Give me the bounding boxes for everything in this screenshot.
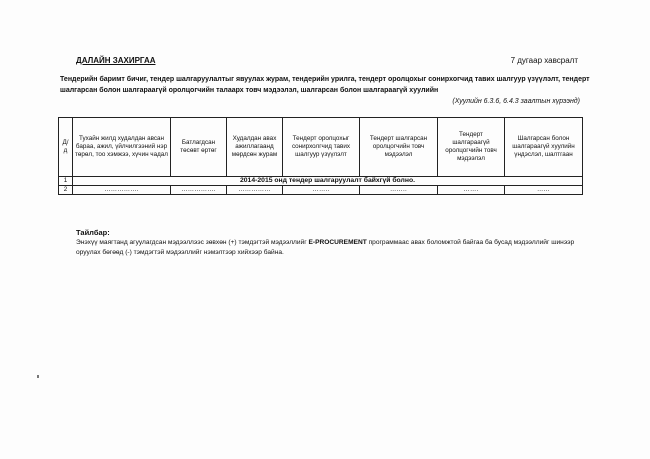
appendix-label: 7 дугаар хавсралт (510, 56, 578, 65)
header-cell-procedure: Худалдан авах ажиллагаанд мөрдсөн журам (227, 118, 283, 177)
note-system-name: E-PROCUREMENT (308, 239, 367, 246)
placeholder-cell: ……………. (171, 186, 227, 195)
header-cell-num: Д/д (59, 118, 73, 177)
legal-reference-note: (Хуулийн 6.3.6, 6.4.3 заалтын хүрээнд) (452, 98, 580, 105)
placeholder-cell: …………… (227, 186, 283, 195)
note-text-end: программаас авах боломжтой байгаа ба бусад мэдээллийг шинээр оруулах бөгөөд (-) тэмдэгтэй мэдээллийг нэмэлтээр хийхээр байна. (76, 239, 575, 256)
placeholder-cell: …….. (283, 186, 360, 195)
table-row (59, 177, 583, 186)
header-cell-item: Тухайн жилд худалдан авсан бараа, ажил, үйлчилгээний нэр төрөл, тоо хэмжээ, хүчин чадал (73, 118, 171, 177)
placeholder-cell: ……. (438, 186, 505, 195)
header-cell-loser-info: Тендерт шалгараагүй оролцогчийн товч мэдээлэл (438, 118, 505, 177)
tender-info-table (58, 117, 583, 195)
row-number: 2 (59, 186, 73, 195)
header-cell-winner-info: Тендерт шалгарсан оролцогчийн товч мэдээлэл (360, 118, 438, 177)
row-number: 1 (59, 177, 73, 186)
no-tender-notice: 2014-2015 онд тендер шалгаруулалт байхгүй болно. (73, 177, 583, 186)
scan-mark (37, 375, 39, 378)
table-row (59, 186, 583, 195)
placeholder-cell: ……………. (73, 186, 171, 195)
table-header-row (59, 118, 583, 177)
organization-name: ДАЛАЙН ЗАХИРГАА (76, 56, 156, 65)
header-cell-criteria: Тендерт оролцохыг сонирхолгчид тавих шалгуур үзүүлэлт (283, 118, 360, 177)
note-heading: Тайлбар: (76, 228, 110, 237)
header-cell-legal-basis: Шалгарсан болон шалгараагүй хуулийн үндэслэл, шалтгаан (505, 118, 583, 177)
document-title: Тендерийн баримт бичиг, тендер шалгаруулалтыг явуулах журам, тендерийн урилга, тендерт оролцохыг сонирхогчид тавих шалгуур үзүүлэлт, тендерт шалгарсан болон шалгараагүй оролцогчийн талаарх товч мэдээлэл, шалгарсан болон шалгараагүй хуулийн (60, 76, 590, 94)
note-text-start: Энэхүү маягтанд агуулагдсан мэдээллээс зөвхөн (+) тэмдэгтэй мэдээллийг (76, 239, 309, 246)
header-cell-budget: Батлагдсан төсөвт өртөг (171, 118, 227, 177)
placeholder-cell: …… (505, 186, 583, 195)
placeholder-cell: …….. (360, 186, 438, 195)
note-paragraph (76, 238, 586, 258)
